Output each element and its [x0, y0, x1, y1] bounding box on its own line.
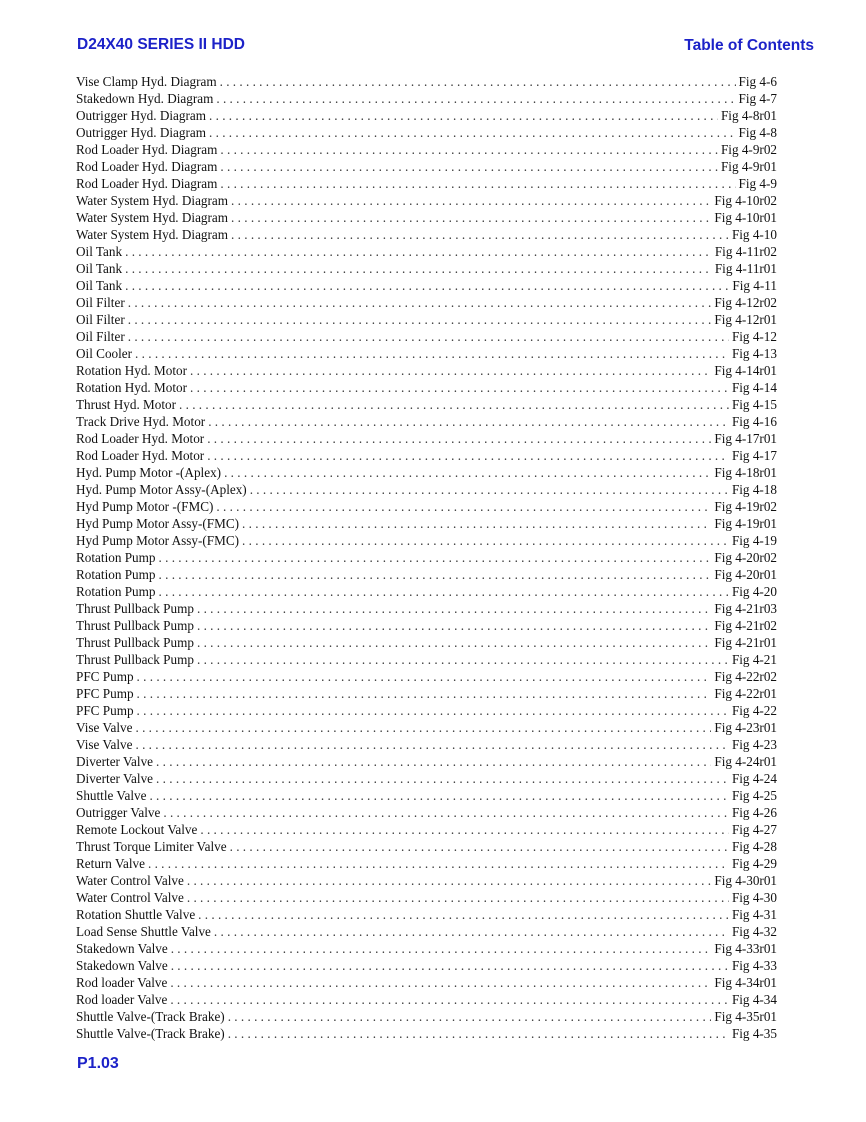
- dot-leader: [231, 209, 711, 226]
- toc-entry-figure: Fig 4-11r02: [714, 244, 777, 259]
- toc-entry-figure: Fig 4-20r01: [714, 567, 777, 582]
- toc-entry-figure: Fig 4-9: [738, 176, 777, 191]
- toc-entry-figure: Fig 4-32: [731, 924, 777, 939]
- toc-entry-title: Rod loader Valve: [76, 992, 168, 1007]
- toc-entry[interactable]: [76, 158, 777, 175]
- toc-entry-title: Rotation Hyd. Motor: [76, 380, 187, 395]
- dot-leader: [128, 328, 729, 345]
- toc-entry-figure: Fig 4-13: [731, 346, 777, 361]
- toc-entry-title: Rotation Hyd. Motor: [76, 363, 187, 378]
- toc-entry[interactable]: [76, 923, 777, 940]
- dot-leader: [198, 906, 729, 923]
- toc-entry-figure: Fig 4-34r01: [714, 975, 777, 990]
- toc-entry[interactable]: [76, 345, 777, 362]
- toc-entry[interactable]: [76, 311, 777, 328]
- toc-entry-title: Water Control Valve: [76, 890, 184, 905]
- toc-entry[interactable]: [76, 549, 777, 566]
- toc-entry-figure: Fig 4-15: [731, 397, 777, 412]
- toc-entry-figure: Fig 4-17r01: [714, 431, 777, 446]
- toc-entry[interactable]: [76, 90, 777, 107]
- toc-entry-figure: Fig 4-27: [731, 822, 777, 837]
- table-of-contents: [76, 73, 777, 1042]
- dot-leader: [224, 464, 711, 481]
- toc-entry-title: Water System Hyd. Diagram: [76, 227, 229, 242]
- toc-entry[interactable]: [76, 294, 777, 311]
- toc-entry[interactable]: [76, 719, 777, 736]
- toc-entry-title: Return Valve: [76, 856, 145, 871]
- toc-entry-title: Water Control Valve: [76, 873, 184, 888]
- dot-leader: [171, 957, 729, 974]
- dot-leader: [128, 294, 712, 311]
- dot-leader: [125, 277, 729, 294]
- toc-entry-figure: Fig 4-17: [731, 448, 777, 463]
- toc-entry-title: Rotation Pump: [76, 550, 156, 565]
- dot-leader: [231, 226, 729, 243]
- toc-entry-figure: Fig 4-9r01: [720, 159, 777, 174]
- toc-entry[interactable]: [76, 600, 777, 617]
- toc-entry-title: Thrust Pullback Pump: [76, 601, 194, 616]
- toc-entry-title: Thrust Torque Limiter Valve: [76, 839, 227, 854]
- toc-entry[interactable]: [76, 889, 777, 906]
- toc-entry-title: Hyd Pump Motor Assy-(FMC): [76, 533, 240, 548]
- toc-entry-title: Thrust Pullback Pump: [76, 618, 194, 633]
- dot-leader: [187, 872, 712, 889]
- toc-entry-figure: Fig 4-22r02: [714, 669, 777, 684]
- page-number: P1.03: [77, 1055, 119, 1072]
- section-title: Table of Contents: [684, 37, 814, 54]
- toc-entry-figure: Fig 4-23: [731, 737, 777, 752]
- dot-leader: [163, 804, 729, 821]
- toc-entry-title: Diverter Valve: [76, 754, 154, 769]
- toc-entry[interactable]: [76, 906, 777, 923]
- dot-leader: [149, 787, 728, 804]
- toc-entry-figure: Fig 4-21r01: [714, 635, 777, 650]
- dot-leader: [125, 243, 712, 260]
- dot-leader: [159, 583, 729, 600]
- toc-entry[interactable]: [76, 617, 777, 634]
- toc-entry-title: Remote Lockout Valve: [76, 822, 198, 837]
- dot-leader: [242, 532, 729, 549]
- toc-entry[interactable]: [76, 447, 777, 464]
- toc-entry[interactable]: [76, 1025, 777, 1042]
- toc-entry-figure: Fig 4-10: [731, 227, 777, 242]
- toc-entry-figure: Fig 4-19r01: [714, 516, 777, 531]
- toc-entry-title: Shuttle Valve-(Track Brake): [76, 1026, 225, 1041]
- dot-leader: [228, 1025, 729, 1042]
- toc-entry-figure: Fig 4-19r02: [714, 499, 777, 514]
- toc-entry-title: PFC Pump: [76, 703, 134, 718]
- toc-entry[interactable]: [76, 498, 777, 515]
- toc-entry-title: Oil Tank: [76, 278, 123, 293]
- toc-entry-title: Load Sense Shuttle Valve: [76, 924, 211, 939]
- toc-entry[interactable]: [76, 430, 777, 447]
- dot-leader: [125, 260, 712, 277]
- toc-entry[interactable]: [76, 770, 777, 787]
- dot-leader: [170, 974, 711, 991]
- toc-entry-title: Oil Filter: [76, 329, 125, 344]
- toc-entry-title: Oil Filter: [76, 295, 125, 310]
- toc-entry[interactable]: [76, 107, 777, 124]
- dot-leader: [137, 685, 712, 702]
- dot-leader: [171, 940, 712, 957]
- toc-entry[interactable]: [76, 362, 777, 379]
- toc-entry[interactable]: [76, 872, 777, 889]
- toc-entry-figure: Fig 4-31: [731, 907, 777, 922]
- dot-leader: [137, 702, 729, 719]
- toc-entry[interactable]: [76, 209, 777, 226]
- dot-leader: [207, 447, 729, 464]
- toc-entry[interactable]: [76, 260, 777, 277]
- toc-entry[interactable]: [76, 226, 777, 243]
- toc-entry-figure: Fig 4-16: [731, 414, 777, 429]
- toc-entry-title: Outrigger Hyd. Diagram: [76, 125, 207, 140]
- toc-entry-title: Rod Loader Hyd. Motor: [76, 448, 205, 463]
- toc-entry-title: Water System Hyd. Diagram: [76, 193, 229, 208]
- toc-entry-figure: Fig 4-35r01: [714, 1009, 777, 1024]
- toc-entry-figure: Fig 4-8: [738, 125, 777, 140]
- toc-entry[interactable]: [76, 838, 777, 855]
- toc-entry-figure: Fig 4-24r01: [714, 754, 777, 769]
- toc-entry[interactable]: [76, 855, 777, 872]
- toc-entry-title: Hyd. Pump Motor -(Aplex): [76, 465, 222, 480]
- toc-entry-figure: Fig 4-14r01: [714, 363, 777, 378]
- dot-leader: [135, 736, 728, 753]
- toc-entry-title: Hyd. Pump Motor Assy-(Aplex): [76, 482, 247, 497]
- toc-entry[interactable]: [76, 566, 777, 583]
- toc-entry-title: Diverter Valve: [76, 771, 154, 786]
- toc-entry-title: Outrigger Valve: [76, 805, 161, 820]
- dot-leader: [209, 107, 718, 124]
- toc-entry[interactable]: [76, 192, 777, 209]
- dot-leader: [197, 600, 711, 617]
- toc-entry-figure: Fig 4-18: [731, 482, 777, 497]
- toc-entry-figure: Fig 4-26: [731, 805, 777, 820]
- dot-leader: [197, 634, 711, 651]
- toc-entry[interactable]: [76, 481, 777, 498]
- toc-entry-title: Rotation Pump: [76, 584, 156, 599]
- dot-leader: [137, 668, 712, 685]
- toc-entry-title: Shuttle Valve: [76, 788, 147, 803]
- toc-entry-title: Oil Cooler: [76, 346, 133, 361]
- toc-entry[interactable]: [76, 940, 777, 957]
- dot-leader: [190, 362, 711, 379]
- toc-entry-figure: Fig 4-12r01: [714, 312, 777, 327]
- toc-entry-title: Track Drive Hyd. Motor: [76, 414, 206, 429]
- dot-leader: [170, 991, 729, 1008]
- toc-entry-figure: Fig 4-24: [731, 771, 777, 786]
- toc-entry-figure: Fig 4-33: [731, 958, 777, 973]
- dot-leader: [190, 379, 729, 396]
- toc-entry-figure: Fig 4-11: [732, 278, 777, 293]
- toc-entry-title: Rod Loader Hyd. Diagram: [76, 142, 218, 157]
- dot-leader: [216, 498, 711, 515]
- toc-entry-title: Rotation Shuttle Valve: [76, 907, 196, 922]
- toc-entry[interactable]: [76, 515, 777, 532]
- toc-entry[interactable]: [76, 634, 777, 651]
- toc-entry-title: Thrust Hyd. Motor: [76, 397, 177, 412]
- toc-entry-title: Rod Loader Hyd. Motor: [76, 431, 205, 446]
- toc-entry-figure: Fig 4-9r02: [720, 142, 777, 157]
- dot-leader: [220, 175, 735, 192]
- toc-entry[interactable]: [76, 141, 777, 158]
- toc-entry-figure: Fig 4-30: [731, 890, 777, 905]
- dot-leader: [159, 566, 712, 583]
- toc-entry-figure: Fig 4-10r01: [714, 210, 777, 225]
- toc-entry[interactable]: [76, 583, 777, 600]
- toc-entry[interactable]: [76, 668, 777, 685]
- toc-entry-figure: Fig 4-22r01: [714, 686, 777, 701]
- document-title: D24X40 SERIES II HDD: [77, 36, 245, 53]
- toc-entry[interactable]: [76, 175, 777, 192]
- toc-entry-figure: Fig 4-18r01: [714, 465, 777, 480]
- toc-entry-figure: Fig 4-21: [731, 652, 777, 667]
- toc-entry-figure: Fig 4-20r02: [714, 550, 777, 565]
- dot-leader: [209, 124, 736, 141]
- toc-entry[interactable]: [76, 651, 777, 668]
- toc-entry[interactable]: [76, 464, 777, 481]
- toc-entry[interactable]: [76, 974, 777, 991]
- toc-entry-title: Hyd Pump Motor Assy-(FMC): [76, 516, 240, 531]
- dot-leader: [220, 158, 718, 175]
- toc-entry-title: Stakedown Hyd. Diagram: [76, 91, 214, 106]
- dot-leader: [242, 515, 711, 532]
- toc-entry-figure: Fig 4-30r01: [714, 873, 777, 888]
- toc-entry[interactable]: [76, 804, 777, 821]
- dot-leader: [159, 549, 712, 566]
- dot-leader: [135, 345, 729, 362]
- toc-entry-title: Oil Tank: [76, 261, 123, 276]
- toc-entry-title: Stakedown Valve: [76, 958, 168, 973]
- toc-entry-figure: Fig 4-21r02: [714, 618, 777, 633]
- toc-entry-figure: Fig 4-33r01: [714, 941, 777, 956]
- toc-entry-title: Rod loader Valve: [76, 975, 168, 990]
- toc-entry-figure: Fig 4-28: [731, 839, 777, 854]
- toc-entry-title: Oil Filter: [76, 312, 125, 327]
- dot-leader: [135, 719, 711, 736]
- dot-leader: [214, 923, 729, 940]
- toc-entry-figure: Fig 4-20: [731, 584, 777, 599]
- toc-entry[interactable]: [76, 753, 777, 770]
- toc-entry-figure: Fig 4-12: [731, 329, 777, 344]
- toc-entry-figure: Fig 4-22: [731, 703, 777, 718]
- dot-leader: [187, 889, 729, 906]
- toc-entry-title: PFC Pump: [76, 686, 134, 701]
- toc-entry[interactable]: [76, 243, 777, 260]
- toc-entry-figure: Fig 4-7: [738, 91, 777, 106]
- toc-entry-figure: Fig 4-12r02: [714, 295, 777, 310]
- dot-leader: [220, 73, 736, 90]
- dot-leader: [216, 90, 735, 107]
- toc-entry-figure: Fig 4-14: [731, 380, 777, 395]
- toc-entry[interactable]: [76, 1008, 777, 1025]
- toc-entry-title: Thrust Pullback Pump: [76, 635, 194, 650]
- toc-entry[interactable]: [76, 532, 777, 549]
- dot-leader: [220, 141, 718, 158]
- toc-entry[interactable]: [76, 991, 777, 1008]
- toc-entry-title: Vise Valve: [76, 737, 133, 752]
- toc-entry-title: Vise Valve: [76, 720, 133, 735]
- toc-entry-title: Oil Tank: [76, 244, 123, 259]
- dot-leader: [156, 770, 729, 787]
- toc-entry[interactable]: [76, 702, 777, 719]
- toc-entry-title: Vise Clamp Hyd. Diagram: [76, 74, 217, 89]
- toc-entry-title: Thrust Pullback Pump: [76, 652, 194, 667]
- toc-entry[interactable]: [76, 124, 777, 141]
- dot-leader: [200, 821, 729, 838]
- dot-leader: [228, 1008, 712, 1025]
- toc-entry-figure: Fig 4-21r03: [714, 601, 777, 616]
- toc-entry-figure: Fig 4-19: [731, 533, 777, 548]
- toc-entry-title: Water System Hyd. Diagram: [76, 210, 229, 225]
- toc-entry-figure: Fig 4-34: [731, 992, 777, 1007]
- toc-entry-title: Outrigger Hyd. Diagram: [76, 108, 207, 123]
- toc-entry-title: Shuttle Valve-(Track Brake): [76, 1009, 225, 1024]
- dot-leader: [179, 396, 729, 413]
- toc-entry-figure: Fig 4-25: [731, 788, 777, 803]
- toc-entry-figure: Fig 4-35: [731, 1026, 777, 1041]
- toc-entry[interactable]: [76, 787, 777, 804]
- toc-entry-figure: Fig 4-11r01: [714, 261, 777, 276]
- toc-entry[interactable]: [76, 413, 777, 430]
- toc-entry[interactable]: [76, 73, 777, 90]
- toc-entry-title: Stakedown Valve: [76, 941, 168, 956]
- toc-entry[interactable]: [76, 736, 777, 753]
- toc-entry[interactable]: [76, 277, 777, 294]
- toc-entry-title: Hyd Pump Motor -(FMC): [76, 499, 214, 514]
- dot-leader: [207, 430, 711, 447]
- dot-leader: [230, 838, 729, 855]
- toc-entry[interactable]: [76, 821, 777, 838]
- toc-entry-figure: Fig 4-23r01: [714, 720, 777, 735]
- dot-leader: [197, 617, 711, 634]
- dot-leader: [156, 753, 711, 770]
- toc-entry-figure: Fig 4-29: [731, 856, 777, 871]
- toc-entry[interactable]: [76, 328, 777, 345]
- dot-leader: [231, 192, 711, 209]
- toc-entry[interactable]: [76, 957, 777, 974]
- toc-entry[interactable]: [76, 685, 777, 702]
- toc-entry-figure: Fig 4-6: [738, 74, 777, 89]
- dot-leader: [128, 311, 712, 328]
- toc-entry[interactable]: [76, 396, 777, 413]
- toc-entry-title: PFC Pump: [76, 669, 134, 684]
- toc-entry-title: Rod Loader Hyd. Diagram: [76, 159, 218, 174]
- toc-entry-title: Rod Loader Hyd. Diagram: [76, 176, 218, 191]
- dot-leader: [197, 651, 729, 668]
- toc-entry[interactable]: [76, 379, 777, 396]
- toc-entry-figure: Fig 4-8r01: [720, 108, 777, 123]
- dot-leader: [148, 855, 729, 872]
- toc-entry-title: Rotation Pump: [76, 567, 156, 582]
- dot-leader: [208, 413, 729, 430]
- dot-leader: [250, 481, 729, 498]
- toc-entry-figure: Fig 4-10r02: [714, 193, 777, 208]
